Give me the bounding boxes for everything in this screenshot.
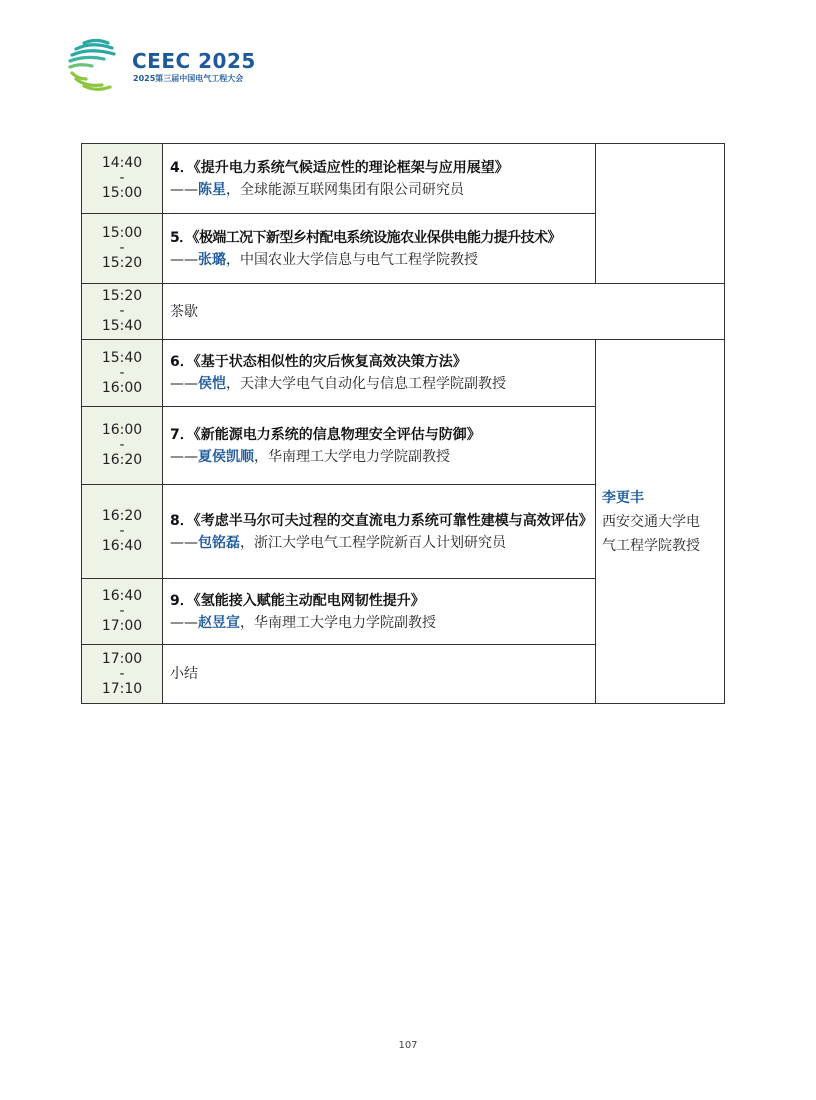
- speaker-name: 张璐: [198, 251, 226, 268]
- chair-cell-empty: [596, 144, 725, 284]
- time-cell: [82, 144, 163, 214]
- speaker-dash: ——: [170, 534, 198, 551]
- speaker-name: 赵昱宣: [198, 614, 240, 631]
- talk-cell: [163, 579, 596, 645]
- speaker-affiliation: ，天津大学电气自动化与信息工程学院副教授: [226, 376, 506, 392]
- time-separator: -: [119, 303, 125, 319]
- time-separator: -: [119, 603, 125, 619]
- speaker-affiliation: ，浙江大学电气工程学院新百人计划研究员: [240, 534, 506, 551]
- speaker-affiliation: ，华南理工大学电力学院副教授: [240, 614, 436, 631]
- end-time: 17:10: [101, 680, 143, 697]
- time-separator: -: [119, 665, 125, 682]
- speaker-dash: ——: [170, 181, 198, 198]
- time-separator: -: [119, 364, 125, 381]
- schedule-table: [81, 143, 725, 704]
- start-time: 15:00: [101, 225, 143, 241]
- start-time: 16:00: [101, 422, 143, 438]
- talk-cell: [163, 407, 596, 485]
- table-row: [82, 340, 725, 407]
- end-time: 16:20: [101, 452, 143, 468]
- chair-affiliation-line1: 西安交通大学电: [602, 513, 700, 530]
- start-time: 16:40: [101, 588, 143, 604]
- end-time: 16:00: [101, 379, 143, 396]
- speaker-dash: ——: [170, 376, 198, 392]
- talk-title: 7．《新能源电力系统的信息物理安全评估与防御》: [170, 426, 481, 443]
- end-time: 15:00: [101, 185, 143, 201]
- talk-cell: [163, 214, 596, 284]
- talk-title: 8．《考虑半马尔可夫过程的交直流电力系统可靠性建模与高效评估》: [170, 512, 593, 529]
- speaker-line: [170, 179, 589, 201]
- time-separator: -: [119, 240, 125, 256]
- end-time: 17:00: [101, 618, 143, 634]
- speaker-dash: ——: [170, 448, 198, 465]
- talk-cell: [163, 340, 596, 407]
- table-row: [82, 144, 725, 214]
- speaker-line: [170, 612, 589, 634]
- summary-cell: [163, 645, 596, 704]
- time-cell: [82, 485, 163, 579]
- summary-label: 小结: [170, 666, 198, 682]
- speaker-affiliation: ，华南理工大学电力学院副教授: [254, 448, 450, 465]
- speaker-line: [170, 446, 589, 468]
- logo-title: CEEC 2025: [132, 49, 256, 73]
- speaker-affiliation: ，全球能源互联网集团有限公司研究员: [226, 181, 464, 198]
- time-cell: [82, 645, 163, 704]
- end-time: 15:20: [101, 255, 143, 271]
- time-cell: [82, 579, 163, 645]
- speaker-line: [170, 532, 589, 554]
- break-cell: [163, 284, 725, 340]
- speaker-line: [170, 249, 589, 271]
- time-cell: [82, 214, 163, 284]
- speaker-name: 夏侯凯顺: [198, 448, 254, 465]
- time-separator: -: [119, 437, 125, 453]
- page-number: 107: [398, 1040, 418, 1051]
- talk-title: 5．《极端工况下新型乡村配电系统设施农业保供电能力提升技术》: [170, 229, 561, 246]
- chair-cell: [596, 340, 725, 704]
- start-time: 15:20: [101, 288, 143, 304]
- start-time: 17:00: [101, 650, 143, 667]
- speaker-name: 陈星: [198, 181, 226, 198]
- logo-subtitle: 2025第三届中国电气工程大会: [133, 74, 244, 83]
- start-time: 15:40: [101, 349, 143, 366]
- speaker-affiliation: ，中国农业大学信息与电气工程学院教授: [226, 251, 478, 268]
- talk-title: 9．《氢能接入赋能主动配电网韧性提升》: [170, 592, 425, 609]
- speaker-dash: ——: [170, 614, 198, 631]
- talk-title: 4．《提升电力系统气候适应性的理论框架与应用展望》: [170, 159, 509, 176]
- time-separator: -: [119, 170, 125, 186]
- end-time: 15:40: [101, 318, 143, 334]
- chair-affiliation-line2: 气工程学院教授: [602, 537, 700, 554]
- table-row: [82, 284, 725, 340]
- speaker-dash: ——: [170, 251, 198, 268]
- talk-cell: [163, 144, 596, 214]
- start-time: 16:20: [101, 508, 143, 524]
- time-cell: [82, 407, 163, 485]
- speaker-name: 包铭磊: [198, 534, 240, 551]
- break-label: 茶歇: [170, 303, 198, 320]
- ceec-logo: [62, 35, 262, 95]
- talk-title: 6．《基于状态相似性的灾后恢复高效决策方法》: [170, 354, 467, 370]
- talk-cell: [163, 485, 596, 579]
- time-cell: [82, 284, 163, 340]
- ceec-globe-icon: [62, 35, 128, 95]
- time-separator: -: [119, 523, 125, 539]
- start-time: 14:40: [101, 155, 143, 171]
- chair-name: 李更丰: [602, 489, 644, 506]
- speaker-line: [170, 373, 589, 395]
- speaker-name: 侯恺: [198, 376, 226, 392]
- time-cell: [82, 340, 163, 407]
- end-time: 16:40: [101, 538, 143, 554]
